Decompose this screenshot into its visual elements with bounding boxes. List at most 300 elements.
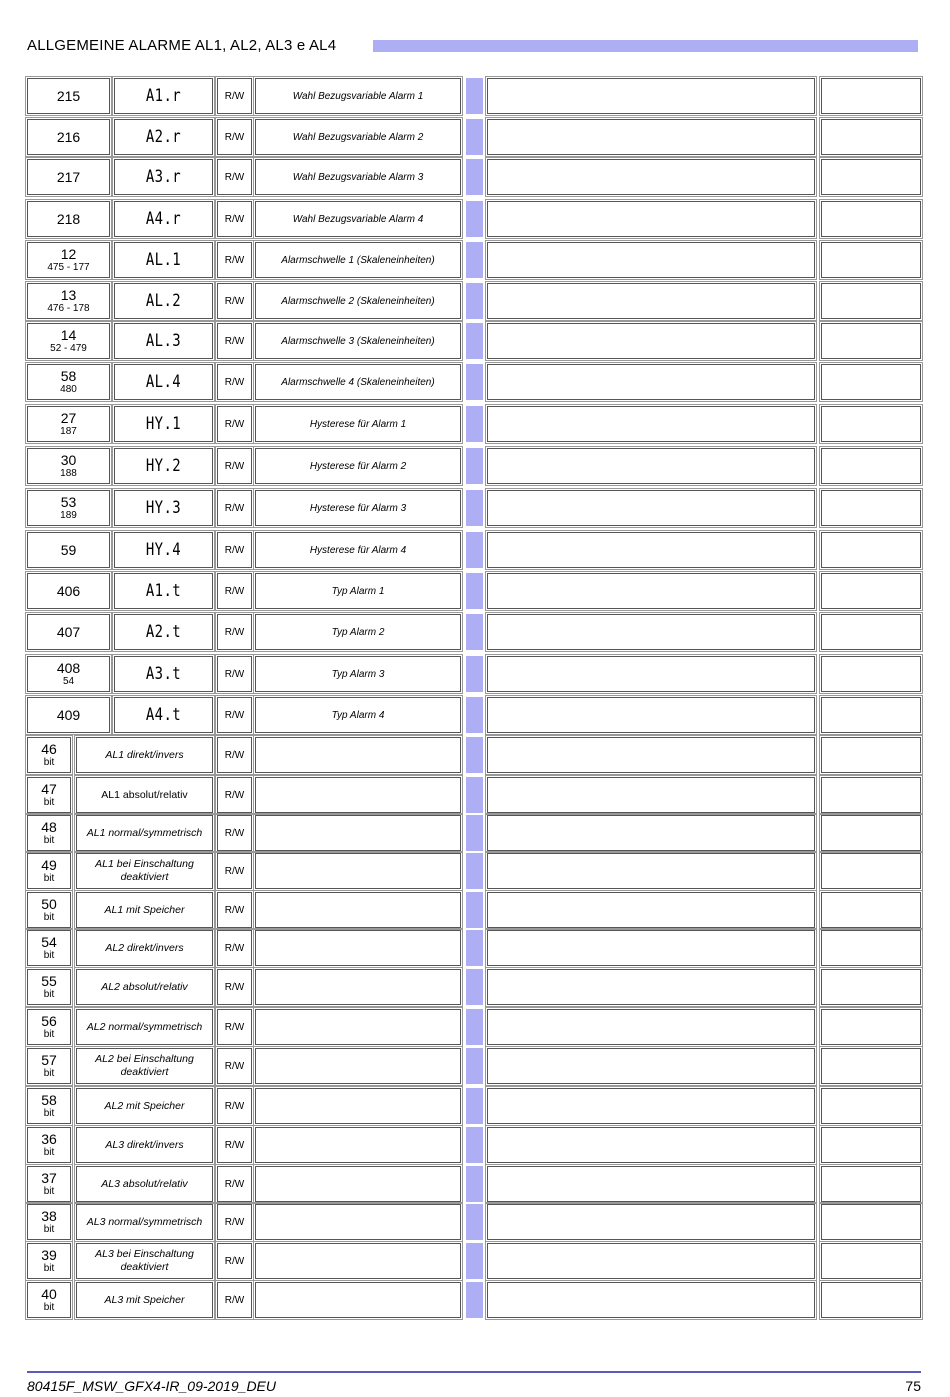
display-code: A2.r: [145, 127, 182, 147]
access-mode: R/W: [224, 789, 245, 801]
value-cell: [487, 737, 815, 773]
access-mode: R/W: [224, 295, 245, 307]
default-cell: [821, 78, 921, 114]
access-cell: [217, 1088, 252, 1124]
row-marker-bar: [466, 119, 483, 155]
access-mode: R/W: [224, 544, 245, 556]
access-cell: [217, 1166, 252, 1202]
bit-number: 40: [41, 1285, 57, 1302]
bit-label: bit: [43, 872, 55, 884]
address-cell: [27, 159, 110, 195]
bit-label: bit: [43, 1146, 55, 1158]
display-code: AL.1: [145, 250, 182, 270]
address-number: 12: [60, 245, 77, 262]
default-cell: [821, 969, 921, 1005]
row-marker-bar: [466, 1282, 483, 1318]
access-cell: [217, 777, 252, 813]
row-marker-bar: [466, 159, 483, 195]
default-cell: [821, 777, 921, 813]
bit-number: 48: [41, 818, 57, 835]
default-cell: [821, 614, 921, 650]
access-cell: [217, 1009, 252, 1045]
default-cell: [821, 283, 921, 319]
parameter-description: Hysterese für Alarm 3: [309, 502, 407, 514]
bit-description: AL1 mit Speicher: [104, 903, 185, 916]
display-code-cell: [114, 283, 213, 319]
bit-number: 54: [41, 933, 57, 950]
default-cell: [821, 1127, 921, 1163]
display-code-cell: [114, 364, 213, 400]
row-marker-bar: [466, 323, 483, 359]
access-cell: [217, 448, 252, 484]
bit-description-cell: [76, 1166, 213, 1202]
value-cell: [487, 490, 815, 526]
address-cell: [27, 448, 110, 484]
bit-description: AL1 direkt/invers: [105, 748, 184, 761]
bit-number: 56: [41, 1012, 57, 1029]
row-marker-bar: [466, 737, 483, 773]
bit-label: bit: [43, 1185, 55, 1197]
default-cell: [821, 1088, 921, 1124]
access-cell: [217, 614, 252, 650]
row-marker-bar: [466, 1204, 483, 1240]
bit-address-cell: [27, 1048, 71, 1084]
row-marker-bar: [466, 1243, 483, 1279]
address-number: 14: [60, 326, 77, 343]
bit-number: 57: [41, 1051, 57, 1068]
bit-address-cell: [27, 1243, 71, 1279]
description-cell: [255, 119, 461, 155]
value-cell: [487, 853, 815, 889]
empty-description-cell: [255, 1204, 461, 1240]
access-mode: R/W: [224, 460, 245, 472]
bit-address-cell: [27, 1166, 71, 1202]
address-number: 27: [60, 409, 77, 426]
description-cell: [255, 242, 461, 278]
value-cell: [487, 930, 815, 966]
default-cell: [821, 119, 921, 155]
address-cell: [27, 573, 110, 609]
bit-label: bit: [43, 1067, 55, 1079]
default-cell: [821, 930, 921, 966]
empty-description-cell: [255, 1088, 461, 1124]
address-number: 218: [56, 210, 81, 227]
default-cell: [821, 1243, 921, 1279]
access-cell: [217, 892, 252, 928]
default-cell: [821, 1204, 921, 1240]
access-mode: R/W: [224, 335, 245, 347]
empty-description-cell: [255, 777, 461, 813]
access-mode: R/W: [224, 865, 245, 877]
value-cell: [487, 323, 815, 359]
access-cell: [217, 1127, 252, 1163]
display-code: A1.r: [145, 86, 182, 106]
access-mode: R/W: [224, 376, 245, 388]
bit-label: bit: [43, 949, 55, 961]
access-mode: R/W: [224, 131, 245, 143]
row-marker-bar: [466, 283, 483, 319]
display-code-cell: [114, 614, 213, 650]
value-cell: [487, 1204, 815, 1240]
access-cell: [217, 323, 252, 359]
parameter-description: Typ Alarm 4: [331, 709, 385, 721]
bit-description-cell: [76, 930, 213, 966]
default-cell: [821, 323, 921, 359]
access-cell: [217, 1204, 252, 1240]
default-cell: [821, 573, 921, 609]
access-mode: R/W: [224, 1255, 245, 1267]
access-mode: R/W: [224, 827, 245, 839]
access-mode: R/W: [224, 981, 245, 993]
bit-label: bit: [43, 911, 55, 923]
address-cell: [27, 697, 110, 733]
row-marker-bar: [466, 448, 483, 484]
bit-number: 39: [41, 1246, 57, 1263]
row-marker-bar: [466, 1009, 483, 1045]
bit-description: AL1 bei Einschaltung deaktiviert: [95, 858, 194, 883]
bit-address-cell: [27, 892, 71, 928]
row-marker-bar: [466, 364, 483, 400]
access-cell: [217, 364, 252, 400]
value-cell: [487, 364, 815, 400]
access-cell: [217, 573, 252, 609]
bit-number: 47: [41, 780, 57, 797]
access-mode: R/W: [224, 1216, 245, 1228]
bit-description: AL3 absolut/relativ: [101, 1177, 188, 1190]
address-cell: [27, 201, 110, 237]
display-code: AL.3: [145, 331, 182, 351]
description-cell: [255, 283, 461, 319]
bit-label: bit: [43, 1028, 55, 1040]
row-marker-bar: [466, 1166, 483, 1202]
address-sub: 189: [60, 509, 77, 521]
default-cell: [821, 159, 921, 195]
default-cell: [821, 242, 921, 278]
value-cell: [487, 815, 815, 851]
address-number: 53: [60, 493, 77, 510]
empty-description-cell: [255, 1009, 461, 1045]
default-cell: [821, 201, 921, 237]
access-cell: [217, 737, 252, 773]
parameter-description: Hysterese für Alarm 2: [309, 460, 407, 472]
empty-description-cell: [255, 969, 461, 1005]
address-cell: [27, 532, 110, 568]
bit-description-cell: [76, 853, 213, 889]
access-cell: [217, 159, 252, 195]
default-cell: [821, 1009, 921, 1045]
bit-number: 38: [41, 1207, 57, 1224]
parameter-description: Wahl Bezugsvariable Alarm 4: [292, 213, 424, 225]
value-cell: [487, 283, 815, 319]
value-cell: [487, 119, 815, 155]
description-cell: [255, 614, 461, 650]
address-number: 58: [60, 367, 77, 384]
bit-label: bit: [43, 756, 55, 768]
display-code: AL.2: [145, 291, 182, 311]
bit-description-cell: [76, 1282, 213, 1318]
bit-number: 50: [41, 895, 57, 912]
address-number: 406: [56, 582, 81, 599]
access-cell: [217, 853, 252, 889]
description-cell: [255, 697, 461, 733]
value-cell: [487, 1009, 815, 1045]
bit-description-cell: [76, 892, 213, 928]
access-mode: R/W: [224, 749, 245, 761]
empty-description-cell: [255, 892, 461, 928]
bit-address-cell: [27, 1009, 71, 1045]
row-marker-bar: [466, 406, 483, 442]
default-cell: [821, 656, 921, 692]
address-cell: [27, 78, 110, 114]
address-cell: [27, 364, 110, 400]
bit-number: 46: [41, 740, 57, 757]
default-cell: [821, 737, 921, 773]
address-cell: [27, 406, 110, 442]
access-cell: [217, 656, 252, 692]
empty-description-cell: [255, 853, 461, 889]
default-cell: [821, 815, 921, 851]
address-sub: 475 - 177: [47, 261, 90, 273]
parameter-description: Alarmschwelle 2 (Skaleneinheiten): [281, 295, 435, 307]
parameter-description: Wahl Bezugsvariable Alarm 3: [292, 171, 424, 183]
value-cell: [487, 532, 815, 568]
default-cell: [821, 697, 921, 733]
bit-description: AL2 mit Speicher: [104, 1099, 185, 1112]
access-mode: R/W: [224, 904, 245, 916]
row-marker-bar: [466, 930, 483, 966]
access-mode: R/W: [224, 418, 245, 430]
value-cell: [487, 1282, 815, 1318]
bit-description-cell: [76, 1127, 213, 1163]
display-code-cell: [114, 490, 213, 526]
row-marker-bar: [466, 853, 483, 889]
page-title: ALLGEMEINE ALARME AL1, AL2, AL3 e AL4: [27, 37, 337, 54]
address-number: 215: [56, 87, 81, 104]
access-cell: [217, 490, 252, 526]
parameter-description: Alarmschwelle 4 (Skaleneinheiten): [281, 376, 435, 388]
bit-address-cell: [27, 737, 71, 773]
access-mode: R/W: [224, 1060, 245, 1072]
row-marker-bar: [466, 573, 483, 609]
bit-description-cell: [76, 1243, 213, 1279]
empty-description-cell: [255, 1166, 461, 1202]
description-cell: [255, 406, 461, 442]
parameter-description: Wahl Bezugsvariable Alarm 1: [292, 90, 424, 102]
display-code-cell: [114, 448, 213, 484]
default-cell: [821, 490, 921, 526]
access-mode: R/W: [224, 1178, 245, 1190]
default-cell: [821, 892, 921, 928]
bit-address-cell: [27, 1088, 71, 1124]
bit-description: AL2 direkt/invers: [105, 941, 184, 954]
description-cell: [255, 532, 461, 568]
footer-document-id: 80415F_MSW_GFX4-IR_09-2019_DEU: [27, 1378, 277, 1394]
bit-address-cell: [27, 853, 71, 889]
access-cell: [217, 283, 252, 319]
parameter-description: Hysterese für Alarm 1: [309, 418, 407, 430]
display-code: A3.r: [145, 167, 182, 187]
address-sub: 476 - 178: [47, 302, 90, 314]
bit-description-cell: [76, 1048, 213, 1084]
access-cell: [217, 406, 252, 442]
row-marker-bar: [466, 815, 483, 851]
description-cell: [255, 490, 461, 526]
address-number: 408: [56, 659, 81, 676]
value-cell: [487, 777, 815, 813]
display-code-cell: [114, 201, 213, 237]
access-mode: R/W: [224, 1021, 245, 1033]
default-cell: [821, 853, 921, 889]
address-number: 59: [60, 541, 77, 558]
row-marker-bar: [466, 1088, 483, 1124]
access-mode: R/W: [224, 502, 245, 514]
value-cell: [487, 573, 815, 609]
value-cell: [487, 448, 815, 484]
address-sub: 52 - 479: [50, 342, 87, 354]
address-cell: [27, 490, 110, 526]
empty-description-cell: [255, 930, 461, 966]
description-cell: [255, 78, 461, 114]
row-marker-bar: [466, 1127, 483, 1163]
bit-number: 58: [41, 1091, 57, 1108]
address-cell: [27, 242, 110, 278]
row-marker-bar: [466, 1048, 483, 1084]
parameter-description: Typ Alarm 3: [331, 668, 385, 680]
access-mode: R/W: [224, 668, 245, 680]
value-cell: [487, 1088, 815, 1124]
empty-description-cell: [255, 737, 461, 773]
access-cell: [217, 1048, 252, 1084]
bit-address-cell: [27, 1204, 71, 1240]
access-cell: [217, 969, 252, 1005]
display-code: AL.4: [145, 372, 182, 392]
address-number: 407: [56, 623, 81, 640]
bit-description: AL1 absolut/relativ: [101, 788, 188, 801]
bit-address-cell: [27, 1127, 71, 1163]
value-cell: [487, 159, 815, 195]
access-cell: [217, 119, 252, 155]
footer-page-number: 75: [905, 1378, 921, 1394]
bit-label: bit: [43, 1107, 55, 1119]
parameter-description: Wahl Bezugsvariable Alarm 2: [292, 131, 424, 143]
default-cell: [821, 1282, 921, 1318]
bit-label: bit: [43, 1223, 55, 1235]
bit-description: AL3 normal/symmetrisch: [86, 1215, 203, 1228]
access-cell: [217, 78, 252, 114]
bit-description: AL3 direkt/invers: [105, 1138, 184, 1151]
access-cell: [217, 815, 252, 851]
value-cell: [487, 78, 815, 114]
bit-address-cell: [27, 1282, 71, 1318]
access-cell: [217, 532, 252, 568]
bit-label: bit: [43, 1301, 55, 1313]
address-number: 216: [56, 128, 81, 145]
description-cell: [255, 364, 461, 400]
address-sub: 187: [60, 425, 77, 437]
bit-label: bit: [43, 1262, 55, 1274]
value-cell: [487, 969, 815, 1005]
row-marker-bar: [466, 242, 483, 278]
default-cell: [821, 1166, 921, 1202]
bit-description: AL1 normal/symmetrisch: [86, 826, 203, 839]
access-mode: R/W: [224, 585, 245, 597]
description-cell: [255, 159, 461, 195]
value-cell: [487, 697, 815, 733]
row-marker-bar: [466, 78, 483, 114]
value-cell: [487, 656, 815, 692]
address-cell: [27, 656, 110, 692]
value-cell: [487, 1127, 815, 1163]
display-code: A4.r: [145, 209, 182, 229]
address-sub: 188: [60, 467, 77, 479]
row-marker-bar: [466, 777, 483, 813]
address-sub: 54: [62, 675, 75, 687]
address-cell: [27, 283, 110, 319]
display-code-cell: [114, 119, 213, 155]
display-code-cell: [114, 406, 213, 442]
default-cell: [821, 1048, 921, 1084]
display-code-cell: [114, 78, 213, 114]
value-cell: [487, 1243, 815, 1279]
address-number: 217: [56, 168, 81, 185]
value-cell: [487, 242, 815, 278]
bit-description-cell: [76, 737, 213, 773]
access-cell: [217, 1282, 252, 1318]
display-code: A2.t: [145, 622, 182, 642]
parameter-description: Typ Alarm 2: [331, 626, 385, 638]
bit-description-cell: [76, 777, 213, 813]
row-marker-bar: [466, 201, 483, 237]
access-mode: R/W: [224, 942, 245, 954]
value-cell: [487, 406, 815, 442]
parameter-description: Hysterese für Alarm 4: [309, 544, 407, 556]
access-cell: [217, 201, 252, 237]
access-mode: R/W: [224, 90, 245, 102]
empty-description-cell: [255, 1048, 461, 1084]
empty-description-cell: [255, 815, 461, 851]
value-cell: [487, 1166, 815, 1202]
display-code: HY.3: [145, 498, 182, 518]
address-cell: [27, 119, 110, 155]
bit-number: 36: [41, 1130, 57, 1147]
row-marker-bar: [466, 656, 483, 692]
row-marker-bar: [466, 969, 483, 1005]
row-marker-bar: [466, 490, 483, 526]
parameter-description: Typ Alarm 1: [331, 585, 385, 597]
display-code: HY.2: [145, 456, 182, 476]
description-cell: [255, 656, 461, 692]
display-code: A3.t: [145, 664, 182, 684]
bit-description-cell: [76, 1009, 213, 1045]
access-mode: R/W: [224, 709, 245, 721]
bit-label: bit: [43, 796, 55, 808]
description-cell: [255, 573, 461, 609]
access-mode: R/W: [224, 1294, 245, 1306]
value-cell: [487, 614, 815, 650]
row-marker-bar: [466, 892, 483, 928]
address-number: 409: [56, 706, 81, 723]
display-code: HY.4: [145, 540, 182, 560]
access-cell: [217, 242, 252, 278]
footer-divider: [27, 1371, 921, 1373]
access-cell: [217, 1243, 252, 1279]
default-cell: [821, 406, 921, 442]
access-mode: R/W: [224, 1100, 245, 1112]
bit-number: 49: [41, 856, 57, 873]
access-mode: R/W: [224, 626, 245, 638]
value-cell: [487, 1048, 815, 1084]
address-cell: [27, 614, 110, 650]
